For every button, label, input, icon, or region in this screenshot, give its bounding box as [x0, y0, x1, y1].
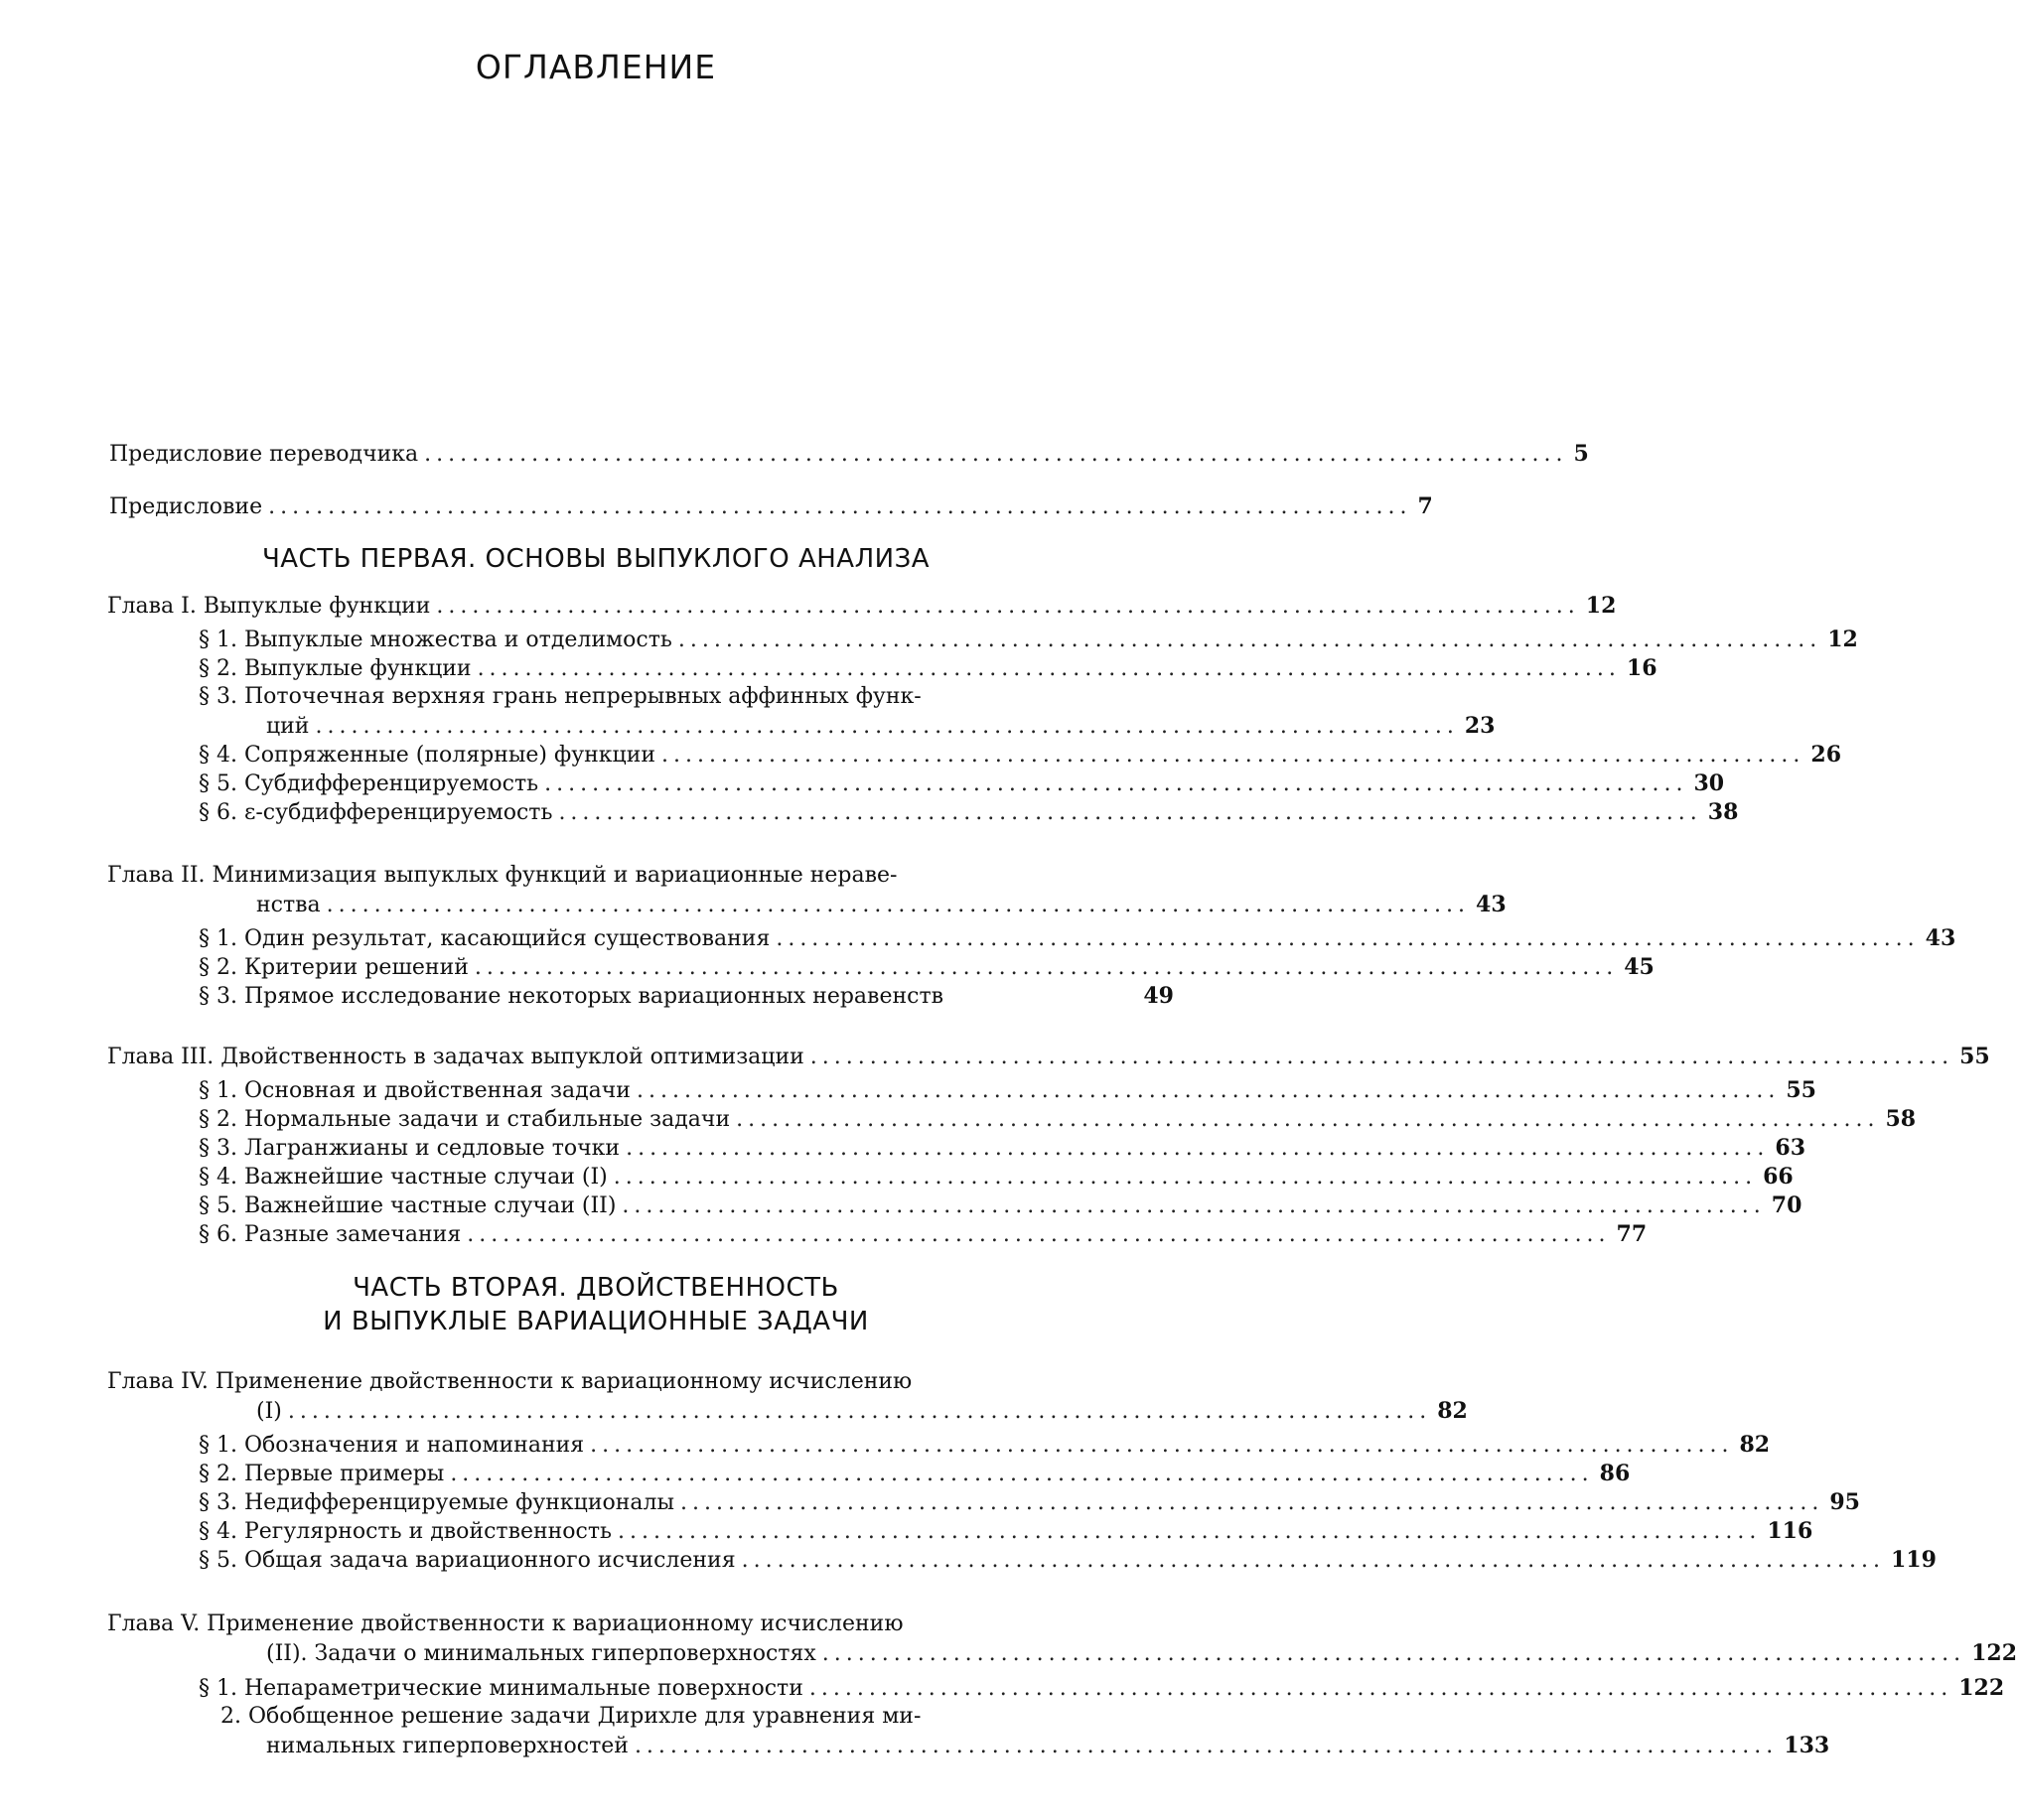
toc-entry-page: 70: [1771, 1192, 1802, 1218]
toc-entry-page: 43: [1476, 892, 1507, 917]
toc-entry-label: § 3. Недифференцируемые функционалы: [199, 1490, 675, 1515]
toc-section-3-1[interactable]: [199, 1076, 1816, 1105]
leader-dots: ................................................................................................: [622, 1193, 1766, 1218]
toc-entry-label: Предисловие переводчика: [109, 442, 419, 467]
toc-section-4-3[interactable]: [199, 1488, 1860, 1517]
toc-entry-label: Глава I. Выпуклые функции: [107, 594, 431, 619]
toc-entry-page: 7: [1417, 493, 1433, 519]
toc-entry-page: 30: [1693, 770, 1725, 796]
toc-entry-label: § 4. Сопряженные (полярные) функции: [199, 743, 656, 768]
toc-entry-page: 16: [1626, 655, 1657, 681]
toc-section-2-1[interactable]: [199, 924, 1956, 953]
leader-dots: ................................................................................................: [326, 893, 1471, 917]
toc-entry-page: 12: [1827, 627, 1858, 652]
toc-chapter-4[interactable]: [256, 1397, 1468, 1426]
toc-entry-label: § 1. Выпуклые множества и отделимость: [199, 628, 672, 652]
leader-dots: ................................................................................................: [809, 1045, 1954, 1069]
toc-entry-label: § 1. Обозначения и напоминания: [199, 1433, 585, 1458]
toc-entry-page: 12: [1585, 593, 1617, 619]
toc-entry-page: 82: [1739, 1432, 1771, 1458]
leader-dots: ................................................................................................: [821, 1641, 1966, 1666]
toc-entry-page: 77: [1616, 1221, 1648, 1247]
toc-section-1-4[interactable]: [199, 741, 1842, 770]
toc-entry-page: 55: [1959, 1044, 1990, 1069]
toc-entry-page: 49: [1143, 983, 1174, 1009]
toc-entry-label: § 4. Важнейшие частные случаи (I): [199, 1165, 608, 1190]
leader-dots: ................................................................................................: [268, 494, 1412, 519]
toc-chapter-1[interactable]: [107, 592, 1617, 621]
toc-chapter-3[interactable]: [107, 1043, 1990, 1071]
page-title: ОГЛАВЛЕНИЕ: [475, 48, 717, 86]
toc-entry-page: 122: [1958, 1675, 2005, 1701]
toc-entry-label: § 1. Непараметрические минимальные поверхности: [199, 1676, 803, 1701]
toc-entry-page: 43: [1925, 925, 1956, 951]
toc-entry-label: нимальных гиперповерхностей: [266, 1734, 629, 1758]
toc-chapter-5[interactable]: [266, 1639, 2017, 1668]
toc-section-3-5[interactable]: [199, 1191, 1802, 1220]
toc-entry-label: § 2. Выпуклые функции: [199, 656, 472, 681]
toc-section-1-3-line1[interactable]: § 3. Поточечная верхняя грань непрерывных аффинных функ-: [199, 684, 922, 709]
toc-entry-label: § 1. Один результат, касающийся существования: [199, 926, 771, 951]
toc-section-4-5[interactable]: [199, 1546, 1937, 1575]
toc-entry-label: § 3. Лагранжианы и седловые точки: [199, 1136, 621, 1161]
leader-dots: ................................................................................................: [477, 656, 1621, 681]
toc-entry-label: (II). Задачи о минимальных гиперповерхностях: [266, 1641, 816, 1666]
toc-entry-page: 95: [1829, 1489, 1860, 1515]
toc-entry-page: 82: [1437, 1398, 1468, 1424]
toc-entry-page: 119: [1890, 1547, 1937, 1573]
part-two-heading: [0, 1271, 1192, 1338]
leader-dots: ................................................................................................: [436, 594, 1580, 619]
leader-dots: ................................................................................................: [661, 743, 1805, 768]
part-one-title: ЧАСТЬ ПЕРВАЯ. ОСНОВЫ ВЫПУКЛОГО АНАЛИЗА: [261, 544, 931, 574]
leader-dots: ................................................................................................: [634, 1734, 1779, 1758]
leader-dots: ................................................................................................: [613, 1165, 1758, 1190]
toc-entry-page: 63: [1775, 1135, 1806, 1161]
toc-chapter-4-line1[interactable]: Глава IV. Применение двойственности к вариационному исчислению: [107, 1369, 913, 1394]
toc-entry-page: 5: [1573, 441, 1589, 467]
leader-dots: ................................................................................................: [741, 1548, 1885, 1573]
leader-dots: ................................................................................................: [315, 714, 1459, 739]
toc-entry-page: 86: [1599, 1461, 1631, 1486]
toc-entry-label: § 5. Важнейшие частные случаи (II): [199, 1193, 617, 1218]
toc-entry-label: § 4. Регулярность и двойственность: [199, 1519, 613, 1544]
toc-section-4-2[interactable]: [199, 1460, 1631, 1488]
toc-chapter-2[interactable]: [256, 891, 1507, 919]
toc-entry-label: Глава III. Двойственность в задачах выпуклой оптимизации: [107, 1045, 804, 1069]
toc-entry-translator-preface[interactable]: [109, 440, 1589, 469]
leader-dots: ................................................................................................: [680, 1490, 1824, 1515]
toc-section-3-3[interactable]: [199, 1134, 1806, 1163]
toc-section-1-3[interactable]: [266, 712, 1496, 741]
toc-chapter-2-line1[interactable]: Глава II. Минимизация выпуклых функций и вариационные нераве-: [107, 863, 898, 888]
leader-dots: ................................................................................................: [636, 1078, 1781, 1103]
toc-chapter-5-line1[interactable]: Глава V. Применение двойственности к вариационному исчислению: [107, 1611, 904, 1636]
toc-section-3-4[interactable]: [199, 1163, 1794, 1191]
toc-entry-page: 122: [1971, 1640, 2017, 1666]
leader-dots: ................................................................................................: [474, 955, 1619, 980]
toc-entry-label: § 1. Основная и двойственная задачи: [199, 1078, 631, 1103]
toc-entry-label: (I): [256, 1399, 282, 1424]
toc-entry-page: 45: [1624, 954, 1655, 980]
part-two-title-line2: И ВЫПУКЛЫЕ ВАРИАЦИОННЫЕ ЗАДАЧИ: [323, 1307, 869, 1336]
leader-dots: ................................................................................................: [626, 1136, 1770, 1161]
part-two-title-line1: ЧАСТЬ ВТОРАЯ. ДВОЙСТВЕННОСТЬ: [353, 1273, 839, 1303]
leader-dots: ................................................................................................: [544, 771, 1688, 796]
toc-entry-page: 133: [1784, 1733, 1830, 1758]
toc-entry-label: § 6. ε-субдифференцируемость: [199, 800, 553, 825]
leader-dots: ................................................................................................: [467, 1222, 1611, 1247]
toc-entry-label: § 6. Разные замечания: [199, 1222, 462, 1247]
leader-dots: ................................................................................................: [808, 1676, 1953, 1701]
leader-dots: ................................................................................................: [736, 1107, 1880, 1132]
toc-entry-page: 116: [1767, 1518, 1813, 1544]
toc-section-4-1[interactable]: [199, 1431, 1771, 1460]
toc-entry-label: § 2. Нормальные задачи и стабильные задачи: [199, 1107, 731, 1132]
toc-entry-label: ций: [266, 714, 310, 739]
toc-entry-page: 38: [1707, 799, 1739, 825]
toc-entry-page: 66: [1763, 1164, 1794, 1190]
toc-section-4-4[interactable]: [199, 1517, 1813, 1546]
toc-entry-label: § 5. Субдифференцируемость: [199, 771, 539, 796]
toc-section-3-2[interactable]: [199, 1105, 1917, 1134]
part-one-heading: [0, 542, 1192, 576]
toc-entry-page: 26: [1810, 742, 1842, 768]
leader-dots: ................................................................................................: [424, 442, 1568, 467]
toc-section-1-2[interactable]: [199, 654, 1657, 683]
toc-entry-page: 55: [1786, 1077, 1816, 1103]
toc-entry-label: § 2. Первые примеры: [199, 1462, 445, 1486]
toc-section-2-2[interactable]: [199, 953, 1655, 982]
leader-dots: ................................................................................................: [450, 1462, 1594, 1486]
leader-dots: ................................................................................................: [776, 926, 1920, 951]
leader-dots: ................................................................................................: [558, 800, 1702, 825]
toc-entry-page: 58: [1885, 1106, 1917, 1132]
toc-section-2-3[interactable]: [199, 982, 1174, 1011]
toc-entry-label: § 2. Критерии решений: [199, 955, 469, 980]
toc-section-5-2[interactable]: [266, 1732, 1830, 1760]
leader-dots: ................................................................................................: [618, 1519, 1762, 1544]
toc-section-1-1[interactable]: [199, 626, 1858, 654]
leader-dots: ................................................................................................: [287, 1399, 1432, 1424]
toc-entry-label: Предисловие: [109, 494, 263, 519]
leader-dots: ................................................................................................: [677, 628, 1822, 652]
toc-entry-label: § 3. Прямое исследование некоторых вариационных неравенств: [199, 984, 943, 1009]
leader-dots: ................................................................................................: [590, 1433, 1734, 1458]
toc-entry-label: § 5. Общая задача вариационного исчисления: [199, 1548, 736, 1573]
toc-section-1-5[interactable]: [199, 770, 1725, 798]
toc-section-5-2-line1[interactable]: 2. Обобщенное решение задачи Дирихле для уравнения ми-: [220, 1704, 922, 1729]
toc-entry-preface[interactable]: [109, 492, 1433, 521]
toc-section-1-6[interactable]: [199, 798, 1739, 827]
toc-entry-label: нства: [256, 893, 321, 917]
toc-entry-page: 23: [1464, 713, 1496, 739]
toc-section-5-1[interactable]: [199, 1674, 2005, 1703]
toc-section-3-6[interactable]: [199, 1220, 1648, 1249]
